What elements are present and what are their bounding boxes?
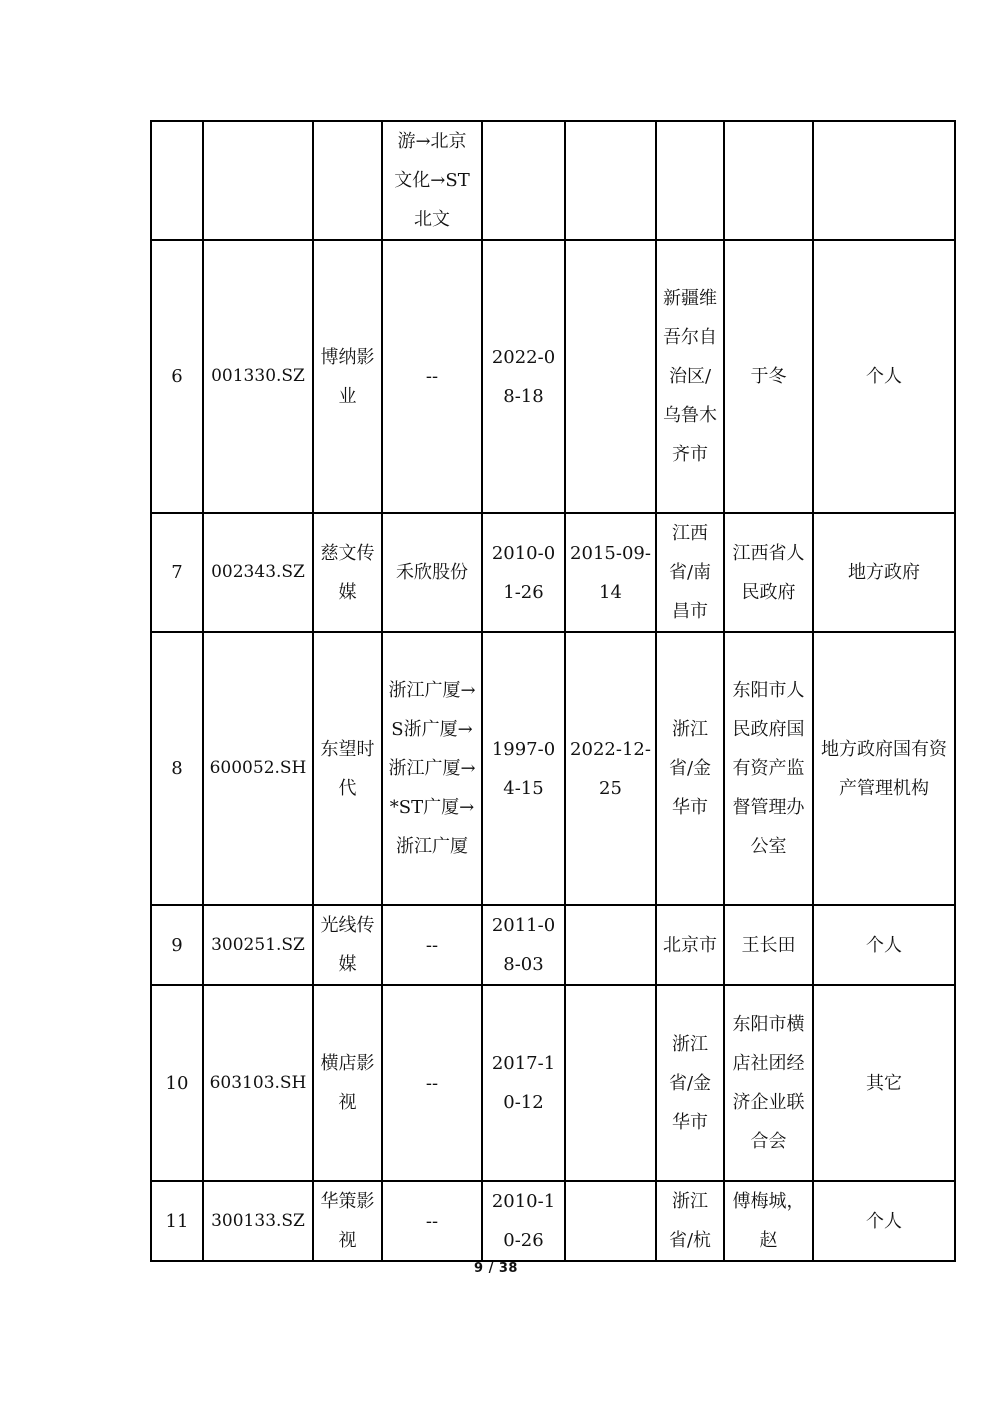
cell-change-date [565,240,656,513]
cell-former-names: -- [382,905,482,985]
cell-no: 11 [151,1181,203,1261]
cell-code: 603103.SH [203,985,313,1181]
cell-name: 慈文传媒 [313,513,382,632]
cell-former-names [382,121,482,240]
cell-region: 浙江省/杭 [656,1181,724,1261]
table-row [151,905,955,985]
cell-region: 浙江省/金华市 [656,985,724,1181]
cell-no: 10 [151,985,203,1181]
cell-former-names: 禾欣股份 [382,513,482,632]
cell-ipo-date: 1997-04-15 [482,632,565,905]
cell-controller-type: 个人 [813,240,955,513]
cell-no: 6 [151,240,203,513]
cell-change-date [565,985,656,1181]
cell-former-names: -- [382,985,482,1181]
former-names-text [387,122,477,239]
cell-ipo-date: 2011-08-03 [482,905,565,985]
cell-controller-type: 地方政府 [813,513,955,632]
former-line: 文化→ST [394,170,470,191]
cell-name: 东望时代 [313,632,382,905]
cell-change-date [565,121,656,240]
cell-controller-type: 个人 [813,1181,955,1261]
cell-name: 华策影视 [313,1181,382,1261]
cell-controller: 傅梅城，赵 [724,1181,813,1261]
cell-controller-type: 其它 [813,985,955,1181]
company-table [150,120,956,1262]
cell-change-date: 2015-09-14 [565,513,656,632]
cell-code: 300133.SZ [203,1181,313,1261]
cell-region: 浙江省/金华市 [656,632,724,905]
page-number: 9 / 38 [474,1261,518,1276]
cell-controller [724,121,813,240]
cell-code: 001330.SZ [203,240,313,513]
cell-name [313,121,382,240]
cell-region: 江西省/南昌市 [656,513,724,632]
cell-name: 光线传媒 [313,905,382,985]
cell-former-names: -- [382,1181,482,1261]
table-row [151,240,955,513]
table-row [151,121,955,240]
cell-controller: 王长田 [724,905,813,985]
cell-region: 新疆维吾尔自治区/乌鲁木齐市 [656,240,724,513]
table-row [151,985,955,1181]
cell-controller-type [813,121,955,240]
cell-former-names: 浙江广厦→S浙广厦→浙江广厦→*ST广厦→浙江广厦 [382,632,482,905]
cell-controller: 东阳市横店社团经济企业联合会 [724,985,813,1181]
former-line: 北文 [414,209,450,230]
cell-controller-type: 地方政府国有资产管理机构 [813,632,955,905]
cell-name: 横店影视 [313,985,382,1181]
cell-change-date: 2022-12-25 [565,632,656,905]
cell-ipo-date: 2017-10-12 [482,985,565,1181]
cell-change-date [565,905,656,985]
cell-controller: 东阳市人民政府国有资产监督管理办公室 [724,632,813,905]
cell-former-names: -- [382,240,482,513]
cell-region [656,121,724,240]
cell-no: 9 [151,905,203,985]
cell-code: 600052.SH [203,632,313,905]
cell-region: 北京市 [656,905,724,985]
cell-change-date [565,1181,656,1261]
cell-code [203,121,313,240]
cell-no: 7 [151,513,203,632]
cell-ipo-date: 2010-01-26 [482,513,565,632]
table-row [151,513,955,632]
cell-controller-type: 个人 [813,905,955,985]
cell-code: 002343.SZ [203,513,313,632]
cell-no: 8 [151,632,203,905]
cell-ipo-date [482,121,565,240]
cell-controller: 于冬 [724,240,813,513]
table-row [151,632,955,905]
cell-no [151,121,203,240]
cell-code: 300251.SZ [203,905,313,985]
cell-name: 博纳影业 [313,240,382,513]
table-row [151,1181,955,1261]
former-line: 游→北京 [397,131,467,152]
cell-ipo-date: 2010-10-26 [482,1181,565,1261]
cell-controller: 江西省人民政府 [724,513,813,632]
cell-ipo-date: 2022-08-18 [482,240,565,513]
